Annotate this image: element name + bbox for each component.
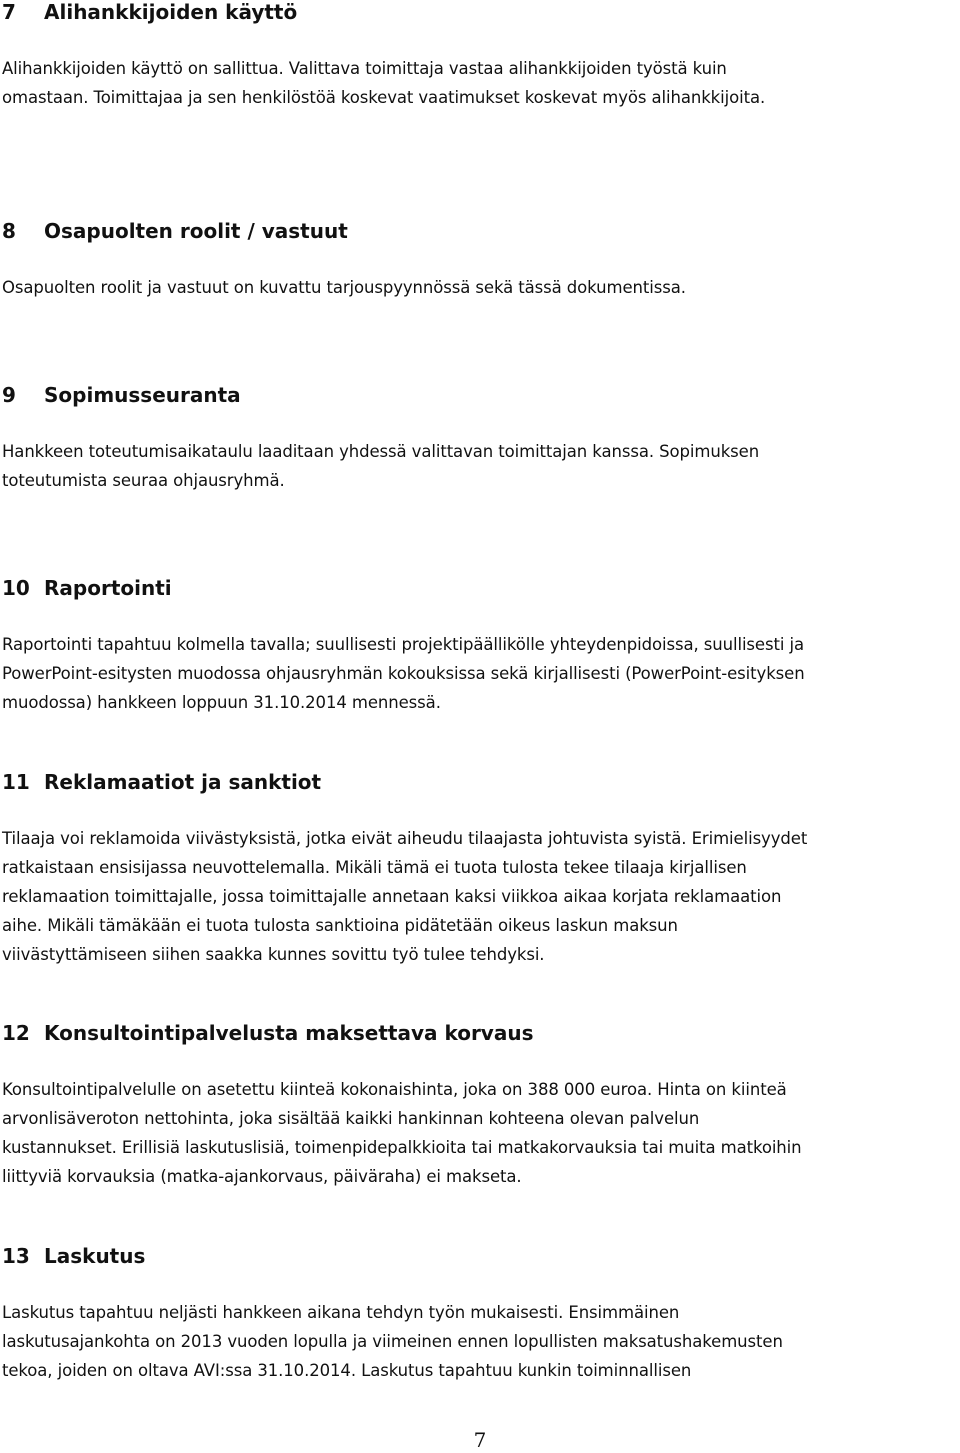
section-8 — [2, 219, 954, 302]
body-line: liittyviä korvauksia (matka-ajankorvaus, päiväraha) ei makseta. — [2, 1167, 522, 1186]
section-number: 11 — [2, 770, 30, 794]
body-line: PowerPoint-esitysten muodossa ohjausryhmän kokouksissa sekä kirjallisesti (PowerPoint-esityksen — [2, 664, 805, 683]
body-line: aihe. Mikäli tämäkään ei tuota tulosta sanktioina pidätetään oikeus laskun maksun — [2, 916, 678, 935]
body-line: ratkaistaan ensisijassa neuvottelemalla. Mikäli tämä ei tuota tulosta tekee tilaaja kirjallisen — [2, 858, 747, 877]
body-line: Hankkeen toteutumisaikataulu laaditaan yhdessä valittavan toimittajan kanssa. Sopimuksen — [2, 442, 760, 461]
section-heading — [2, 383, 954, 407]
section-heading — [2, 576, 954, 600]
section-12 — [2, 1021, 954, 1191]
section-number: 13 — [2, 1244, 30, 1268]
section-7 — [2, 0, 954, 112]
section-heading — [2, 0, 954, 24]
section-number: 9 — [2, 383, 16, 407]
body-line: tekoa, joiden on oltava AVI:ssa 31.10.2014. Laskutus tapahtuu kunkin toiminnallisen — [2, 1361, 692, 1380]
section-body — [2, 630, 954, 717]
section-heading — [2, 770, 954, 794]
section-heading — [2, 219, 954, 243]
section-13 — [2, 1244, 954, 1385]
section-body — [2, 273, 954, 302]
section-11 — [2, 770, 954, 969]
section-title: Reklamaatiot ja sanktiot — [44, 770, 322, 794]
body-line: Tilaaja voi reklamoida viivästyksistä, jotka eivät aiheudu tilaajasta johtuvista syistä. Erimielisyydet — [2, 829, 808, 848]
body-line: muodossa) hankkeen loppuun 31.10.2014 mennessä. — [2, 693, 441, 712]
section-number: 8 — [2, 219, 16, 243]
body-line: Alihankkijoiden käyttö on sallittua. Valittava toimittaja vastaa alihankkijoiden työstä kuin — [2, 59, 727, 78]
body-line: Konsultointipalvelulle on asetettu kiinteä kokonaishinta, joka on 388 000 euroa. Hinta on kiinteä — [2, 1080, 787, 1099]
section-title: Osapuolten roolit / vastuut — [44, 219, 348, 243]
section-heading — [2, 1021, 954, 1045]
body-line: laskutusajankohta on 2013 vuoden lopulla ja viimeinen ennen lopullisten maksatushakemusten — [2, 1332, 783, 1351]
section-body — [2, 824, 954, 969]
body-line: Laskutus tapahtuu neljästi hankkeen aikana tehdyn työn mukaisesti. Ensimmäinen — [2, 1303, 680, 1322]
section-body — [2, 1075, 954, 1191]
section-body — [2, 1298, 954, 1385]
section-title: Sopimusseuranta — [44, 383, 241, 407]
page-number: 7 — [473, 1428, 487, 1452]
section-title: Raportointi — [44, 576, 172, 600]
section-9 — [2, 383, 954, 495]
section-number: 7 — [2, 0, 16, 24]
body-line: Raportointi tapahtuu kolmella tavalla; suullisesti projektipäällikölle yhteydenpidoissa, suullisesti ja — [2, 635, 804, 654]
section-title: Laskutus — [44, 1244, 146, 1268]
section-heading — [2, 1244, 954, 1268]
section-title: Konsultointipalvelusta maksettava korvaus — [44, 1021, 534, 1045]
section-number: 12 — [2, 1021, 30, 1045]
body-line: kustannukset. Erillisiä laskutuslisiä, toimenpidepalkkioita tai matkakorvauksia tai muita matkoihin — [2, 1138, 802, 1157]
body-line: arvonlisäveroton nettohinta, joka sisältää kaikki hankinnan kohteena olevan palvelun — [2, 1109, 700, 1128]
body-line: omastaan. Toimittajaa ja sen henkilöstöä koskevat vaatimukset koskevat myös alihankkijoita. — [2, 88, 766, 107]
body-line: viivästyttämiseen siihen saakka kunnes sovittu työ tulee tehdyksi. — [2, 945, 545, 964]
section-title: Alihankkijoiden käyttö — [44, 0, 298, 24]
section-body — [2, 54, 954, 112]
section-number: 10 — [2, 576, 30, 600]
section-10 — [2, 576, 954, 717]
body-line: toteutumista seuraa ohjausryhmä. — [2, 471, 285, 490]
body-line: Osapuolten roolit ja vastuut on kuvattu tarjouspyynnössä sekä tässä dokumentissa. — [2, 278, 686, 297]
section-body — [2, 437, 954, 495]
body-line: reklamaation toimittajalle, jossa toimittajalle annetaan kaksi viikkoa aikaa korjata reklamaation — [2, 887, 782, 906]
